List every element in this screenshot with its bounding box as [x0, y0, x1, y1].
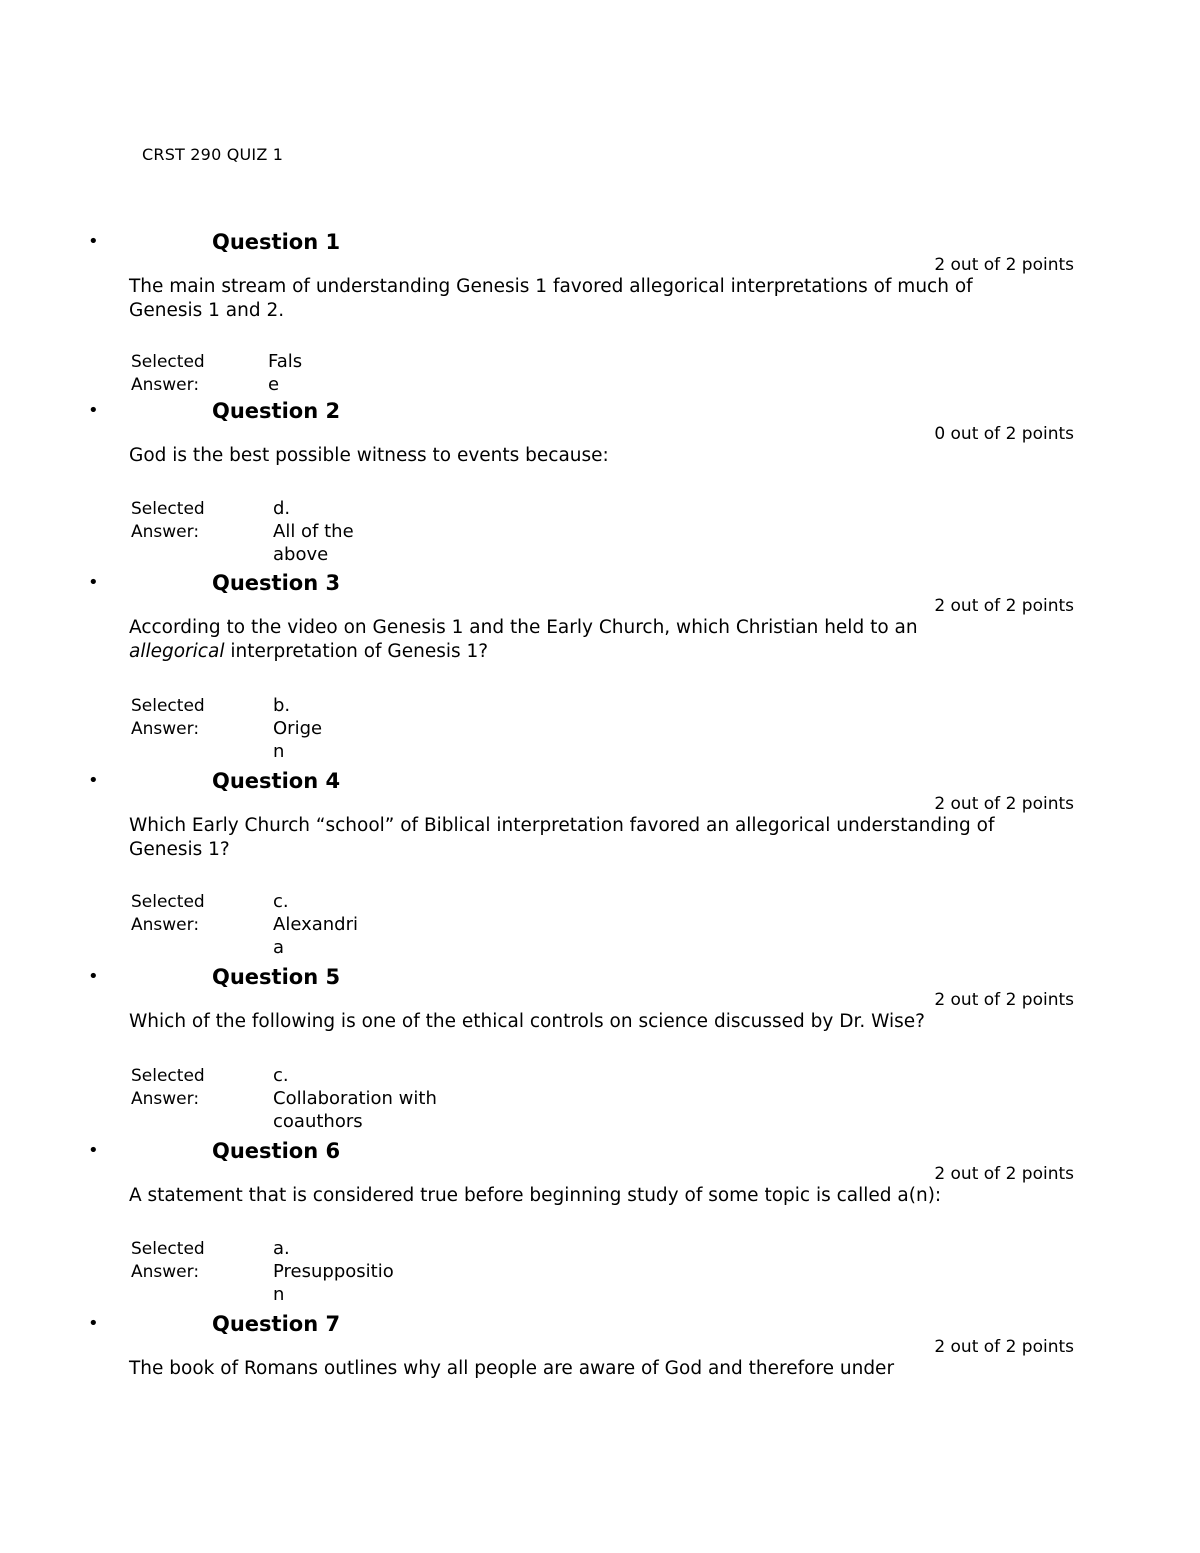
selected-answer-label: Selected Answer: [131, 1239, 205, 1282]
question-heading: Question 1 [212, 230, 341, 254]
bullet-icon: • [88, 572, 99, 593]
selected-answer-letter: c. [273, 891, 289, 912]
question-text: Which Early Church “school” of Biblical interpretation favored an allegorical understanding of Genesis 1? [129, 815, 995, 860]
selected-answer-label: Selected Answer: [131, 696, 205, 739]
question-points: 2 out of 2 points [934, 1164, 1074, 1184]
selected-answer: Presupposition [273, 1261, 394, 1305]
selected-answer-label: Selected Answer: [131, 892, 205, 935]
selected-answer-letter: a. [273, 1238, 290, 1259]
bullet-icon: • [88, 770, 99, 791]
bullet-icon: • [88, 231, 99, 252]
question-points: 0 out of 2 points [934, 424, 1074, 444]
question-heading: Question 6 [212, 1139, 341, 1163]
question-heading: Question 4 [212, 769, 341, 793]
selected-answer-letter: c. [273, 1065, 289, 1086]
selected-answer: Origen [273, 718, 323, 762]
selected-answer: Collaboration with coauthors [273, 1088, 437, 1132]
selected-answer-letter: b. [273, 695, 291, 716]
selected-answer: All of the above [273, 521, 354, 565]
question-heading: Question 5 [212, 965, 341, 989]
question-points: 2 out of 2 points [934, 1337, 1074, 1357]
question-points: 2 out of 2 points [934, 596, 1074, 616]
selected-answer: False [268, 351, 303, 395]
question-heading: Question 7 [212, 1312, 341, 1336]
question-text: God is the best possible witness to events because: [129, 445, 609, 466]
bullet-icon: • [88, 966, 99, 987]
question-points: 2 out of 2 points [934, 990, 1074, 1010]
bullet-icon: • [88, 1313, 99, 1334]
question-text: The book of Romans outlines why all people are aware of God and therefore under [129, 1358, 895, 1379]
question-heading: Question 2 [212, 399, 341, 423]
selected-answer: Alexandria [273, 914, 358, 958]
question-heading: Question 3 [212, 571, 341, 595]
selected-answer-label: Selected Answer: [131, 1066, 205, 1109]
question-points: 2 out of 2 points [934, 255, 1074, 275]
bullet-icon: • [88, 1140, 99, 1161]
document-title: CRST 290 QUIZ 1 [142, 145, 284, 164]
selected-answer-label: Selected Answer: [131, 352, 205, 395]
question-points: 2 out of 2 points [934, 794, 1074, 814]
selected-answer-letter: d. [273, 498, 291, 519]
question-text-emphasis: allegorical [129, 641, 225, 662]
question-text: Which of the following is one of the ethical controls on science discussed by Dr. Wise? [129, 1011, 925, 1032]
question-text: The main stream of understanding Genesis 1 favored allegorical interpretations of much of Genesis 1 and 2. [129, 276, 973, 321]
question-text: A statement that is considered true before beginning study of some topic is called a(n): [129, 1185, 942, 1206]
bullet-icon: • [88, 400, 99, 421]
question-text: According to the video on Genesis 1 and the Early Church, which Christian held to an allegorical interpretation of Genesis 1? [129, 617, 918, 662]
selected-answer-label: Selected Answer: [131, 499, 205, 542]
